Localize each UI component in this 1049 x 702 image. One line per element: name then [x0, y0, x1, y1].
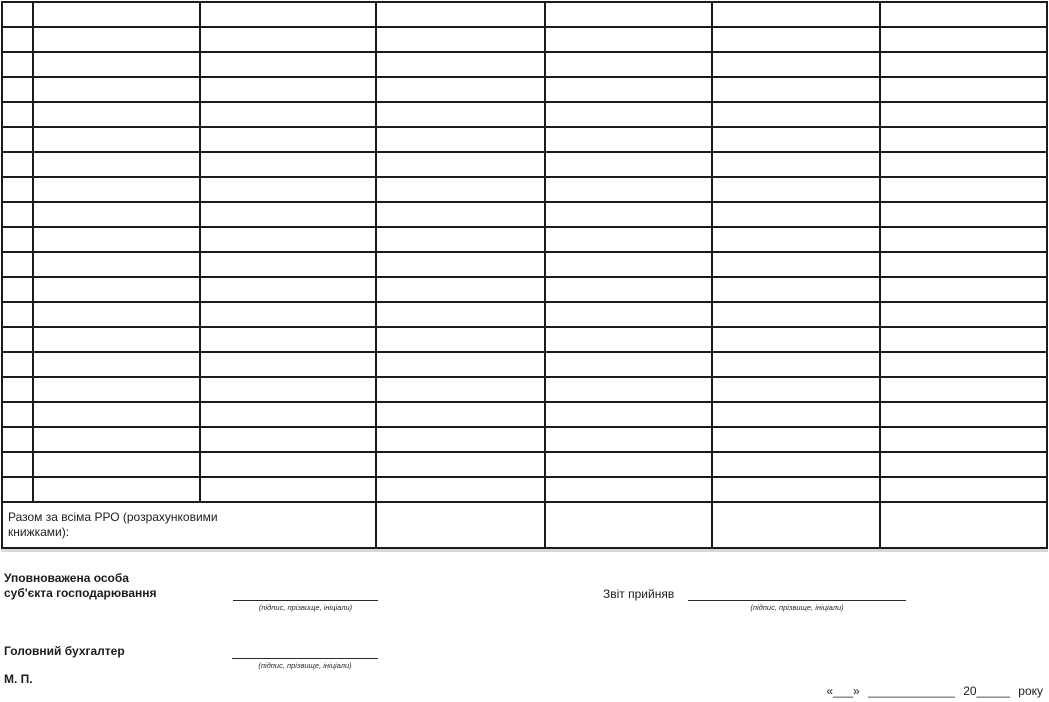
table-cell	[545, 427, 712, 452]
table-cell	[712, 77, 880, 102]
table-cell	[33, 252, 200, 277]
table-cell	[880, 277, 1047, 302]
table-cell	[712, 352, 880, 377]
table-cell	[200, 2, 376, 27]
table-cell	[376, 2, 545, 27]
table-cell	[712, 252, 880, 277]
seal-label: М. П.	[4, 672, 33, 686]
table-cell	[2, 202, 33, 227]
table-cell	[545, 277, 712, 302]
table-cell	[545, 2, 712, 27]
chief-accountant-signature-caption: (підпис, прізвище, ініціали)	[258, 661, 352, 670]
table-cell	[712, 427, 880, 452]
table-cell	[712, 52, 880, 77]
report-table	[1, 1, 1048, 549]
table-cell	[2, 2, 33, 27]
table-cell	[33, 402, 200, 427]
table-cell	[880, 427, 1047, 452]
table-cell	[200, 402, 376, 427]
table-cell	[33, 2, 200, 27]
table-cell	[33, 52, 200, 77]
table-cell	[880, 202, 1047, 227]
table-cell	[880, 27, 1047, 52]
table-cell	[545, 302, 712, 327]
date-line	[826, 684, 1043, 698]
table-cell	[545, 402, 712, 427]
table-cell	[2, 127, 33, 152]
table-cell	[376, 177, 545, 202]
table-cell	[712, 102, 880, 127]
table-cell	[712, 177, 880, 202]
table-row	[2, 327, 1047, 352]
date-year-prefix: 20	[963, 684, 977, 698]
table-cell	[712, 302, 880, 327]
date-month-blank: _____________	[868, 684, 955, 698]
table-cell	[545, 477, 712, 502]
table-cell	[545, 202, 712, 227]
table-cell	[33, 352, 200, 377]
table-cell	[376, 252, 545, 277]
table-cell	[200, 152, 376, 177]
table-row	[2, 277, 1047, 302]
table-cell	[33, 127, 200, 152]
table-cell	[545, 102, 712, 127]
table-cell	[33, 302, 200, 327]
table-cell	[33, 452, 200, 477]
table-row	[2, 227, 1047, 252]
table-cell	[880, 402, 1047, 427]
table-row	[2, 427, 1047, 452]
table-cell	[2, 427, 33, 452]
total-row-value-cell	[545, 502, 712, 548]
table-cell	[712, 477, 880, 502]
table-cell	[712, 127, 880, 152]
total-row-label: Разом за всіма РРО (розрахунковими книжками):	[2, 502, 376, 548]
table-cell	[545, 252, 712, 277]
table-cell	[376, 202, 545, 227]
table-cell	[2, 27, 33, 52]
table-row	[2, 302, 1047, 327]
authorized-person-label	[4, 571, 157, 601]
table-cell	[376, 327, 545, 352]
table-cell	[200, 377, 376, 402]
table-cell	[376, 452, 545, 477]
authorized-person-signature-line	[233, 600, 378, 601]
table-cell	[712, 452, 880, 477]
table-cell	[200, 477, 376, 502]
total-row	[2, 502, 1047, 548]
table-cell	[2, 177, 33, 202]
table-row	[2, 2, 1047, 27]
table-cell	[2, 452, 33, 477]
table-cell	[712, 2, 880, 27]
table-cell	[2, 252, 33, 277]
table-cell	[880, 227, 1047, 252]
table-cell	[33, 277, 200, 302]
table-cell	[880, 452, 1047, 477]
table-cell	[545, 452, 712, 477]
table-cell	[545, 377, 712, 402]
table-cell	[376, 27, 545, 52]
table-cell	[2, 277, 33, 302]
table-cell	[880, 102, 1047, 127]
table-row	[2, 252, 1047, 277]
table-cell	[200, 202, 376, 227]
table-cell	[880, 352, 1047, 377]
table-cell	[712, 277, 880, 302]
table-row	[2, 202, 1047, 227]
table-cell	[880, 377, 1047, 402]
table-cell	[200, 227, 376, 252]
table-cell	[2, 327, 33, 352]
table-cell	[712, 27, 880, 52]
table-row	[2, 102, 1047, 127]
table-row	[2, 452, 1047, 477]
table-cell	[33, 327, 200, 352]
table-cell	[2, 477, 33, 502]
table-cell	[376, 302, 545, 327]
table-cell	[200, 352, 376, 377]
table-cell	[880, 252, 1047, 277]
table-cell	[880, 152, 1047, 177]
table-cell	[200, 452, 376, 477]
date-year-blank: _____	[976, 684, 1010, 698]
table-cell	[2, 227, 33, 252]
table-cell	[712, 327, 880, 352]
date-day-quotes: «___»	[826, 684, 860, 698]
table-cell	[200, 52, 376, 77]
table-cell	[880, 477, 1047, 502]
table-cell	[200, 252, 376, 277]
table-cell	[2, 152, 33, 177]
table-cell	[200, 177, 376, 202]
chief-accountant-signature-line	[232, 658, 378, 659]
table-cell	[712, 402, 880, 427]
report-accepted-label: Звіт прийняв	[603, 587, 675, 601]
table-cell	[545, 27, 712, 52]
table-cell	[376, 127, 545, 152]
table-cell	[33, 77, 200, 102]
table-cell	[2, 402, 33, 427]
table-cell	[545, 177, 712, 202]
table-cell	[2, 302, 33, 327]
total-row-value-cell	[376, 502, 545, 548]
table-cell	[2, 352, 33, 377]
table-cell	[376, 477, 545, 502]
table-cell	[376, 227, 545, 252]
table-cell	[376, 102, 545, 127]
table-cell	[33, 152, 200, 177]
table-cell	[33, 377, 200, 402]
table-cell	[200, 77, 376, 102]
table-cell	[880, 77, 1047, 102]
table-row	[2, 477, 1047, 502]
table-cell	[376, 77, 545, 102]
table-cell	[200, 302, 376, 327]
table-cell	[545, 327, 712, 352]
authorized-person-signature-caption: (підпис, прізвище, ініціали)	[258, 603, 353, 612]
table-cell	[33, 27, 200, 52]
table-cell	[2, 52, 33, 77]
table-cell	[376, 277, 545, 302]
table-cell	[376, 402, 545, 427]
table-cell	[200, 327, 376, 352]
table-cell	[200, 27, 376, 52]
table-row	[2, 177, 1047, 202]
report-accepted-signature-caption: (підпис, прізвище, ініціали)	[750, 603, 844, 612]
authorized-person-label-line1: Уповноважена особа	[4, 571, 129, 585]
table-cell	[545, 127, 712, 152]
table-cell	[200, 427, 376, 452]
table-row	[2, 27, 1047, 52]
table-cell	[712, 152, 880, 177]
table-cell	[33, 102, 200, 127]
table-row	[2, 377, 1047, 402]
table-cell	[2, 77, 33, 102]
table-cell	[33, 477, 200, 502]
table-cell	[712, 202, 880, 227]
table-cell	[880, 302, 1047, 327]
table-cell	[2, 102, 33, 127]
table-row	[2, 402, 1047, 427]
chief-accountant-label: Головний бухгалтер	[4, 644, 125, 658]
authorized-person-label-line2: суб'єкта господарювання	[4, 586, 157, 600]
report-accepted-signature-line	[688, 600, 906, 601]
table-cell	[33, 177, 200, 202]
table-cell	[545, 152, 712, 177]
table-row	[2, 352, 1047, 377]
table-cell	[545, 52, 712, 77]
table-row	[2, 52, 1047, 77]
table-cell	[545, 352, 712, 377]
table-cell	[880, 177, 1047, 202]
table-cell	[545, 77, 712, 102]
table-cell	[880, 2, 1047, 27]
total-row-value-cell	[712, 502, 880, 548]
table-cell	[880, 52, 1047, 77]
table-cell	[376, 52, 545, 77]
table-cell	[2, 377, 33, 402]
table-cell	[200, 277, 376, 302]
table-cell	[200, 102, 376, 127]
table-cell	[545, 227, 712, 252]
table-cell	[376, 152, 545, 177]
table-row	[2, 77, 1047, 102]
table-cell	[33, 227, 200, 252]
table-cell	[880, 127, 1047, 152]
table-cell	[712, 227, 880, 252]
table-cell	[880, 327, 1047, 352]
total-row-value-cell	[880, 502, 1047, 548]
table-cell	[33, 427, 200, 452]
table-cell	[376, 352, 545, 377]
table-row	[2, 127, 1047, 152]
table-row	[2, 152, 1047, 177]
date-year-suffix: року	[1018, 684, 1043, 698]
table-cell	[376, 377, 545, 402]
table-cell	[712, 377, 880, 402]
table-cell	[376, 427, 545, 452]
table-cell	[200, 127, 376, 152]
table-cell	[33, 202, 200, 227]
